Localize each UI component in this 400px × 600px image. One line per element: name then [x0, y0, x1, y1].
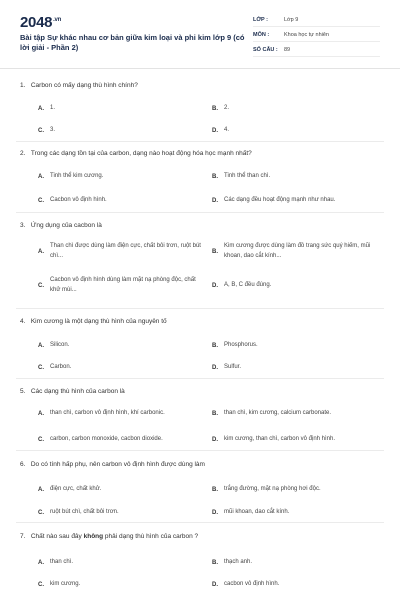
option-text: Cacbon vô định hình dùng làm mặt nạ phòng độc, chất khử mùi...	[50, 277, 196, 293]
question-text	[20, 150, 252, 157]
document-title: Bài tập Sự khác nhau cơ bản giữa kim loại và phi kim lớp 9 (có lời giải - Phần 2)	[20, 33, 245, 52]
option-letter: A.	[38, 105, 44, 112]
question-text	[20, 533, 198, 540]
option-text: Phosphorus.	[224, 342, 258, 348]
option-c[interactable]	[38, 580, 80, 590]
question-divider	[16, 212, 384, 213]
option-text: cacbon vô định hình.	[224, 581, 280, 587]
question-number: 2.	[20, 150, 26, 157]
option-c[interactable]	[38, 508, 119, 518]
option-d[interactable]	[212, 580, 279, 590]
option-letter: B.	[212, 248, 218, 255]
option-b[interactable]	[212, 485, 321, 495]
question-body: Ứng dụng của cacbon là	[30, 222, 102, 229]
option-text: Carbon.	[50, 364, 72, 370]
option-letter: D.	[212, 364, 218, 371]
option-text: Tinh thể kim cương.	[50, 173, 104, 179]
question-body	[31, 533, 198, 540]
question-body-start: Chất nào sau đây	[30, 533, 84, 540]
option-a[interactable]	[38, 485, 101, 495]
option-b[interactable]	[212, 242, 372, 261]
option-letter: B.	[212, 105, 218, 112]
option-text: thạch anh.	[224, 559, 253, 565]
meta-key: SỐ CÂU :	[253, 47, 278, 53]
option-b[interactable]	[212, 172, 270, 182]
option-text: kim cương, than chì, carbon vô định hình.	[224, 436, 336, 442]
question-number: 6.	[20, 461, 26, 468]
question-body: Carbon có mấy dạng thù hình chính?	[30, 82, 138, 89]
question-number: 3.	[20, 222, 26, 229]
question-divider	[16, 378, 384, 379]
option-letter: A.	[38, 559, 44, 566]
option-text: Silicon.	[50, 342, 70, 348]
question-body: Trong các dạng tồn tại của carbon, dạng nào hoạt động hóa học mạnh nhất?	[30, 150, 252, 157]
option-a[interactable]	[38, 341, 69, 351]
option-b[interactable]	[212, 558, 252, 568]
question-text	[20, 388, 125, 395]
option-text: mũi khoan, dao cắt kính.	[224, 509, 290, 515]
option-text: A, B, C đều đúng.	[224, 282, 272, 288]
question-divider	[16, 450, 384, 451]
option-c[interactable]	[38, 363, 71, 373]
meta-key: MÔN :	[253, 32, 270, 38]
option-text: than chì, kim cương, calcium carbonate.	[224, 410, 331, 416]
option-letter: A.	[38, 342, 44, 349]
question-body: Do có tính hấp phụ, nên carbon vô định hình được dùng làm	[30, 461, 205, 468]
option-d[interactable]	[212, 435, 335, 445]
question-divider	[16, 522, 384, 523]
header	[0, 0, 400, 69]
option-letter: B.	[212, 410, 218, 417]
option-text: Cacbon vô định hình.	[50, 197, 107, 203]
option-text: Sulfur.	[224, 364, 242, 370]
option-b[interactable]	[212, 341, 258, 351]
option-d[interactable]	[212, 126, 229, 136]
option-letter: C.	[38, 509, 44, 516]
site-logo[interactable]	[20, 14, 61, 31]
option-text: Than chì được dùng làm điện cực, chất bôi trơn, ruột bút chì...	[50, 243, 201, 259]
option-letter: A.	[38, 410, 44, 417]
option-letter: B.	[212, 486, 218, 493]
option-d[interactable]	[212, 281, 372, 291]
option-letter: A.	[38, 248, 44, 255]
option-letter: A.	[38, 173, 44, 180]
option-letter: B.	[212, 559, 218, 566]
option-letter: C.	[38, 436, 44, 443]
option-text: kim cương.	[50, 581, 81, 587]
option-a[interactable]	[38, 558, 73, 568]
option-text: điện cực, chất khử.	[50, 486, 102, 492]
option-letter: D.	[212, 436, 218, 443]
option-c[interactable]	[38, 126, 55, 136]
option-letter: B.	[212, 173, 218, 180]
option-text: carbon, carbon monoxide, cacbon dioxide.	[50, 436, 163, 442]
meta-value: Khoa học tự nhiên	[284, 32, 329, 38]
option-text: 2.	[224, 105, 230, 111]
meta-value: Lớp 9	[284, 17, 299, 23]
meta-key: LỚP :	[253, 17, 268, 23]
option-d[interactable]	[212, 508, 289, 518]
option-text: trắng đường, mặt nạ phòng hơi độc.	[224, 486, 321, 492]
option-d[interactable]	[212, 363, 241, 373]
option-text: Tinh thể than chì.	[224, 173, 271, 179]
option-b[interactable]	[212, 104, 229, 114]
meta-row-subject	[253, 29, 380, 42]
option-a[interactable]	[38, 409, 165, 419]
question-text	[20, 222, 102, 229]
question-divider	[16, 308, 384, 309]
question-body-end: phải dạng thù hình của carbon ?	[103, 533, 199, 540]
option-b[interactable]	[212, 409, 331, 419]
option-letter: D.	[212, 282, 218, 289]
option-c[interactable]	[38, 276, 206, 295]
option-text: ruột bút chì, chất bôi trơn.	[50, 509, 119, 515]
option-d[interactable]	[212, 196, 335, 206]
question-number: 5.	[20, 388, 26, 395]
option-c[interactable]	[38, 196, 107, 206]
meta-row-grade	[253, 14, 380, 27]
question-body: Các dạng thù hình của carbon là	[30, 388, 125, 395]
option-c[interactable]	[38, 435, 163, 445]
meta-value: 89	[284, 47, 291, 53]
option-letter: A.	[38, 486, 44, 493]
option-a[interactable]	[38, 242, 206, 261]
option-text: than chì.	[50, 559, 74, 565]
question-number: 7.	[20, 533, 26, 540]
option-text: Kim cương được dùng làm đồ trang sức quý hiếm, mũi khoan, dao cắt kính...	[224, 243, 371, 259]
option-letter: D.	[212, 127, 218, 134]
option-a[interactable]	[38, 172, 103, 182]
question-number: 4.	[20, 318, 26, 325]
option-letter: C.	[38, 197, 44, 204]
option-letter: C.	[38, 282, 44, 289]
option-letter: C.	[38, 581, 44, 588]
question-text	[20, 318, 167, 325]
question-text	[20, 82, 138, 89]
option-letter: C.	[38, 127, 44, 134]
meta-info	[253, 14, 380, 59]
option-letter: C.	[38, 364, 44, 371]
option-letter: D.	[212, 509, 218, 516]
question-body: Kim cương là một dạng thù hình của nguyên tố	[30, 318, 167, 325]
question-divider	[16, 141, 384, 142]
meta-row-count	[253, 44, 380, 57]
option-letter: D.	[212, 581, 218, 588]
option-text: 3.	[50, 127, 56, 133]
logo-suffix: .vn	[53, 17, 61, 23]
option-letter: B.	[212, 342, 218, 349]
option-text: than chì, carbon vô định hình, khí carbonic.	[50, 410, 165, 416]
logo-text: 2048	[20, 14, 53, 31]
question-text	[20, 461, 205, 468]
question-emphasis: không	[83, 533, 104, 540]
option-a[interactable]	[38, 104, 55, 114]
option-text: 4.	[224, 127, 230, 133]
option-text: 1.	[50, 105, 56, 111]
question-number: 1.	[20, 82, 26, 89]
option-letter: D.	[212, 197, 218, 204]
option-text: Các dạng đều hoạt động mạnh như nhau.	[224, 197, 336, 203]
